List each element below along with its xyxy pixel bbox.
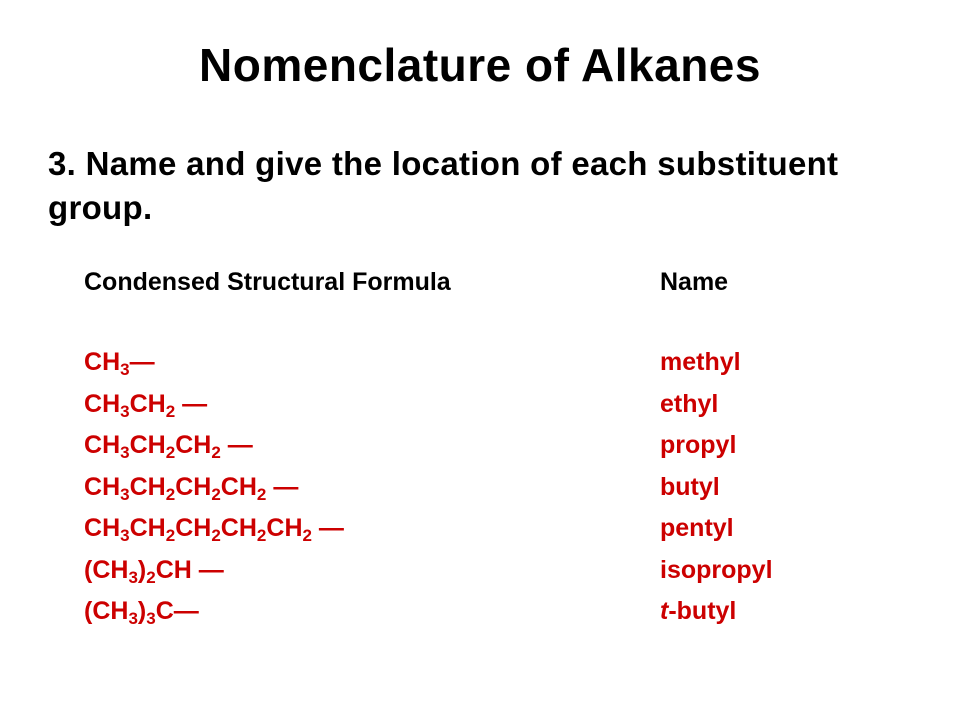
condensed-formula: $CH_3CH_2$ — [84, 389, 208, 421]
table-row [0, 473, 960, 515]
condensed-formula: $(CH_3)_3C—$ [84, 597, 199, 628]
table-row [0, 348, 960, 390]
condensed-formula: $CH_3—$ [84, 348, 155, 379]
substituent-name: propyl [660, 431, 737, 459]
table-row [0, 514, 960, 556]
substituent-name: isopropyl [660, 555, 773, 584]
substituent-name: t-butyl [660, 597, 737, 625]
substituent-table [0, 348, 960, 639]
slide-title: Nomenclature of Alkanes [199, 39, 761, 91]
column-header-formula: Condensed Structural Formula [84, 268, 451, 296]
condensed-formula: $CH_3CH_2CH_2CH_2CH_2$ — [84, 514, 344, 545]
substituent-name: ethyl [660, 389, 719, 418]
table-row [0, 431, 960, 473]
instruction-text: 3. Name and give the location of each substituent group. [48, 145, 839, 226]
table-row [0, 597, 960, 639]
table-row [0, 390, 960, 432]
table-row [0, 556, 960, 598]
condensed-formula: $(CH_3)_2CH$ — [84, 555, 224, 587]
condensed-formula: $CH_3CH_2CH_2$ — [84, 431, 253, 462]
condensed-formula: $CH_3CH_2CH_2CH_2$ — [84, 472, 299, 504]
column-header-name: Name [660, 268, 729, 296]
substituent-name: butyl [660, 472, 720, 501]
substituent-name: methyl [660, 348, 741, 376]
substituent-name: pentyl [660, 514, 734, 542]
